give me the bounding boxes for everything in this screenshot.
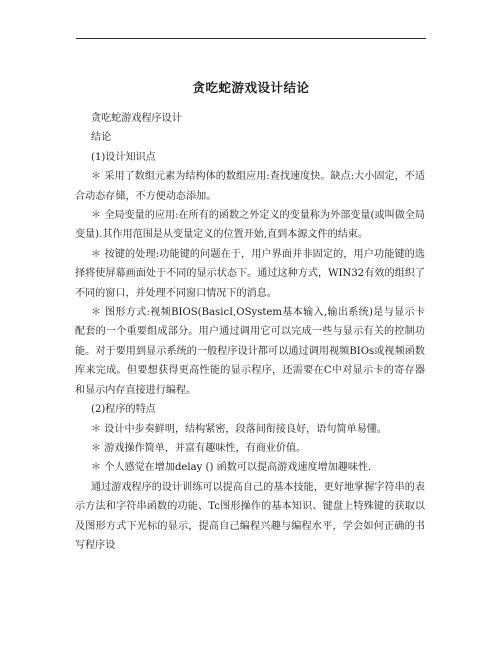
paragraph-bullet-global-vars: ＊ 全局变量的应用:在所有的函数之外定义的变量称为外部变量(或叫做全局变量).其作用范围是从变量定义的位置开始,直到本源文件的结束。 — [75, 210, 425, 241]
document-body — [75, 109, 425, 555]
paragraph-subtitle: 贪吃蛇游戏程序设计 — [91, 113, 182, 124]
paragraph-bullet-array: ＊ 采用了数组元素为结构体的数组应用:查找速度快。缺点:大小固定，不适合动态存储，不方便动态添加。 — [75, 171, 425, 202]
paragraph-summary: 通过游戏程序的设计训练可以提高自己的基本技能，更好地掌握字符串的表示方法和字符串函数的功能、Tc图形操作的基本知识、键盘上特殊键的获取以及图形方式下光标的显示，提高自己编程兴趣与编程水平，学会如何正确的书写程序设 — [75, 481, 425, 551]
header-rule — [76, 38, 426, 39]
paragraph-section-2-heading: (2)程序的特点 — [91, 404, 156, 416]
paragraph-section-1-heading: (1)设计知识点 — [91, 151, 156, 163]
paragraph-bullet-keys: ＊ 按键的处理:功能键的问题在于，用户界面并非固定的，用户功能键的选择将使屏幕画面处于不同的显示状态下。通过这种方式，WIN32有效的组织了不同的窗口，并处理不同窗口情况下的消息。 — [75, 248, 425, 299]
paragraph-bullet-graphics: ＊ 图形方式:视频BIOS(BasicI,OSystem基本输入,输出系统)是与显示卡配套的一个重要组成部分。用户通过调用它可以完成一些与显示有关的控制功能。对于要用到显示系统的一般程序设计都可以通过调用视频BIOs或视频函数库来完成。但要想获得更高性能的显示程序，还需要在C中对显示卡的寄存器和显示内存直接进行编程。 — [75, 307, 425, 396]
paragraph-conclusion-heading: 结论 — [91, 132, 112, 144]
paragraph-bullet-gameplay: ＊ 游戏操作简单，并富有趣味性，有商业价值。 — [91, 442, 307, 454]
document-title: 贪吃蛇游戏设计结论 — [192, 80, 310, 95]
paragraph-bullet-delay: ＊ 个人感觉在增加delay () 函数可以提高游戏速度增加趣味性. — [91, 462, 372, 474]
paragraph-bullet-structure: ＊ 设计中步奏鲜明，结构紧密，段落间衔接良好，语句简单易懂。 — [91, 423, 387, 435]
